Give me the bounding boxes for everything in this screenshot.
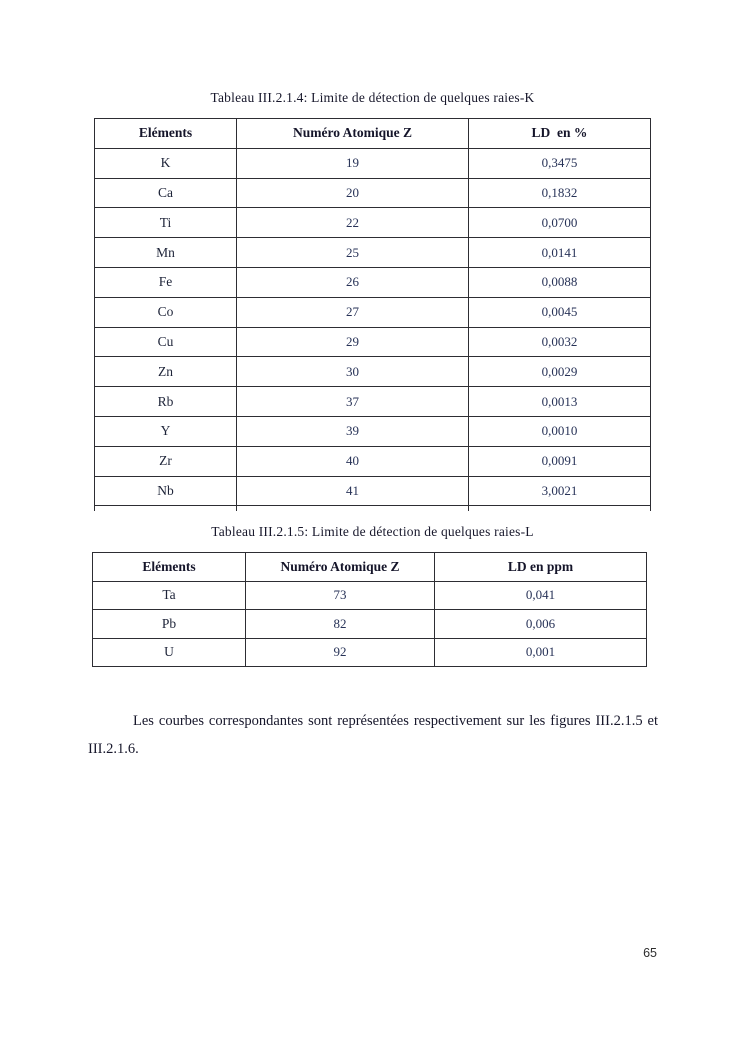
cell-element: Nb <box>95 476 237 506</box>
cell-ld-value: 0,0091 <box>469 446 651 476</box>
cell-element: Rb <box>95 387 237 417</box>
cell-atomic-number: 30 <box>237 357 469 387</box>
table-row <box>95 387 651 417</box>
cell-ld-value: 0,0010 <box>469 416 651 446</box>
cell-element: Mn <box>95 238 237 268</box>
table-header-row <box>95 119 651 149</box>
table-bottom-stub-row <box>95 506 651 512</box>
table-row <box>95 178 651 208</box>
header-atomic-number: Numéro Atomique Z <box>246 553 435 582</box>
header-ld-percent: LD en % <box>469 119 651 149</box>
table-k-caption: Tableau III.2.1.4: Limite de détection de quelques raies-K <box>210 90 535 105</box>
table-row <box>93 610 647 639</box>
cell-element: Ti <box>95 208 237 238</box>
cell-element: Ta <box>93 581 246 610</box>
cell-element: Ca <box>95 178 237 208</box>
cell-element: Zn <box>95 357 237 387</box>
cell-element: Co <box>95 297 237 327</box>
cell-atomic-number: 92 <box>246 638 435 667</box>
cell-atomic-number: 73 <box>246 581 435 610</box>
cell-atomic-number: 25 <box>237 238 469 268</box>
cell-ld-value: 0,0045 <box>469 297 651 327</box>
cell-element: Fe <box>95 267 237 297</box>
cell-atomic-number: 22 <box>237 208 469 238</box>
table-row <box>93 581 647 610</box>
cell-atomic-number: 37 <box>237 387 469 417</box>
table-row <box>95 357 651 387</box>
cell-ld-value: 0,0700 <box>469 208 651 238</box>
cell-ld-value: 0,0141 <box>469 238 651 268</box>
cell-ld-value: 0,0013 <box>469 387 651 417</box>
detection-limit-table-raies-l <box>92 552 647 667</box>
cell-element: Y <box>95 416 237 446</box>
cell-atomic-number: 39 <box>237 416 469 446</box>
table-header-row <box>93 553 647 582</box>
cell-atomic-number: 19 <box>237 148 469 178</box>
table-row <box>95 267 651 297</box>
cell-atomic-number: 27 <box>237 297 469 327</box>
cell-element: Cu <box>95 327 237 357</box>
table-row <box>95 416 651 446</box>
cell-atomic-number: 20 <box>237 178 469 208</box>
table-row <box>95 446 651 476</box>
cell-atomic-number: 41 <box>237 476 469 506</box>
table-row <box>95 208 651 238</box>
cell-ld-value: 0,041 <box>435 581 647 610</box>
cell-ld-value: 0,001 <box>435 638 647 667</box>
cell-ld-value: 0,006 <box>435 610 647 639</box>
cell-element: Pb <box>93 610 246 639</box>
cell-element: Zr <box>95 446 237 476</box>
cell-ld-value: 0,0032 <box>469 327 651 357</box>
cell-atomic-number: 29 <box>237 327 469 357</box>
cell-atomic-number: 26 <box>237 267 469 297</box>
detection-limit-table-raies-k <box>94 118 651 511</box>
cell-ld-value: 0,3475 <box>469 148 651 178</box>
table-l-caption: Tableau III.2.1.5: Limite de détection de quelques raies-L <box>211 524 534 539</box>
cell-ld-value: 0,0029 <box>469 357 651 387</box>
table-row <box>95 327 651 357</box>
header-elements: Eléments <box>95 119 237 149</box>
header-elements: Eléments <box>93 553 246 582</box>
table-row <box>95 148 651 178</box>
cell-ld-value: 3,0021 <box>469 476 651 506</box>
header-atomic-number: Numéro Atomique Z <box>237 119 469 149</box>
table-row <box>95 476 651 506</box>
body-paragraph: Les courbes correspondantes sont représentées respectivement sur les figures III.2.1.5 et III.2.1.6. <box>88 712 658 757</box>
cell-ld-value: 0,0088 <box>469 267 651 297</box>
cell-element: U <box>93 638 246 667</box>
cell-atomic-number: 82 <box>246 610 435 639</box>
cell-element: K <box>95 148 237 178</box>
page-number: 65 <box>643 946 657 960</box>
table-row <box>95 297 651 327</box>
table-row <box>93 638 647 667</box>
cell-atomic-number: 40 <box>237 446 469 476</box>
header-ld-ppm: LD en ppm <box>435 553 647 582</box>
table-row <box>95 238 651 268</box>
cell-ld-value: 0,1832 <box>469 178 651 208</box>
